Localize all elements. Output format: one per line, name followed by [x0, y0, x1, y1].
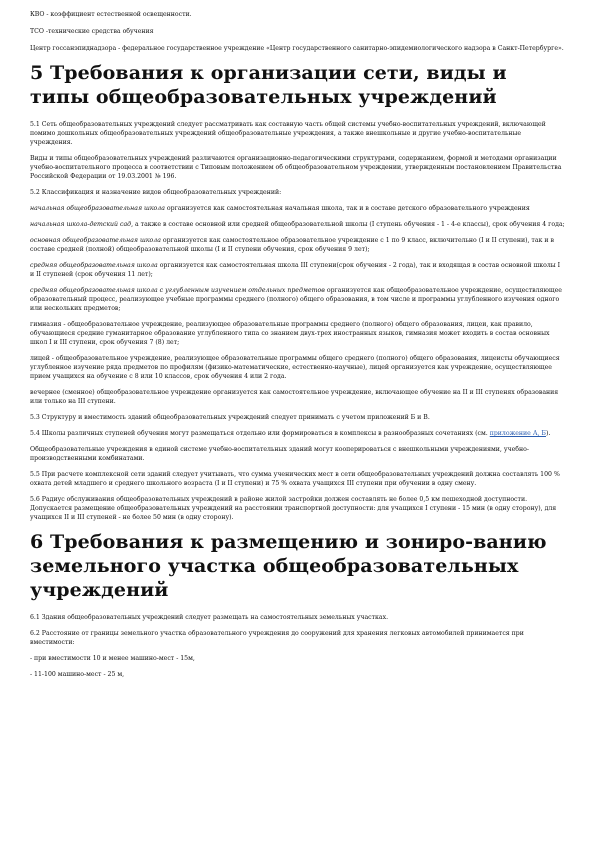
paragraph-advanced-school: [30, 286, 565, 313]
paragraph-6-2: 6.2 Расстояние от границы земельного участка образовательного учреждения до сооружений для хранения легковых автомобилей принимается при вместимости:: [30, 630, 524, 646]
paragraph-5-3: 5.3 Структуру и вместимость зданий общеобразовательных учреждений следует принимать с учетом приложений Б и В.: [30, 414, 430, 421]
term-primary-kindergarten: начальная школа-детский сад: [30, 221, 132, 228]
paragraph-5-6: 5.6 Радиус обслуживания общеобразовательных учреждений в районе жилой застройки должен составлять не более 0,5 км пешеходной доступности. Допускается размещение общеобразовательных учреждений на расстоянии транспортной доступности: для учащихся I ступени - 15 мин (в одну сторону), для учащихся II и III ступеней - не более 50 мин (в одну сторону).: [30, 496, 557, 521]
section-6-heading: 6 Требования к размещению и зониро-ванию земельного участка общеобразовательных учреждений: [30, 531, 547, 601]
term-basic-school: основная общеобразовательная школа: [30, 237, 161, 244]
appendix-link[interactable]: приложение А, Б: [489, 430, 546, 437]
list-item-11-100-places: - 11-100 машино-мест - 25 м,: [30, 671, 125, 678]
text-basic-school: организуется как самостоятельное образовательное учреждение с 1 по 9 класс, включительно (I и II ступени), так и в составе средней (полной) общеобразовательной школы (I и II ступени обучения, срок обучения 9 лет);: [30, 237, 554, 253]
paragraph-5-5: 5.5 При расчете комплексной сети зданий следует учитывать, что сумма ученических мест в сети общеобразовательных учреждений должна составлять 100 % охвата детей младшего и среднего школьного возраста (I и II ступени) и 75 % охвата учащихся III ступени при обучении в одну смену.: [30, 471, 560, 487]
definition-tso: ТСО -технические средства обучения: [30, 28, 154, 35]
paragraph-cooperation: Общеобразовательные учреждения в единой системе учебно-воспитательных зданий могут кооперироваться с внешкольными учреждениями, учебно-производственными комбинатами.: [30, 446, 529, 462]
list-item-10-places: - при вместимости 10 и менее машино-мест - 15м,: [30, 655, 195, 662]
text-primary-kindergarten: , а также в составе основной или средней общеобразовательной школы (I ступень обучения - 1 - 4-е классы), срок обучения 4 года;: [131, 221, 565, 228]
paragraph-gymnasium: гимназия - общеобразовательное учреждение, реализующее образовательные программы среднего (полного) общего образования, лицеи, как правило, обучающиеся средние гуманитарное образование углубленного типа со знанием двух-трех иностранных языков, гимназия может входить в состав основных школ I и III ступени, срок обучения 7 (8) лет;: [30, 321, 550, 346]
definition-center: Центр госсанэпиднадзора - федеральное государственное учреждение «Центр государственного санитарно-эпидемиологического надзора в Санкт-Петербурге».: [30, 45, 564, 52]
paragraph-types: Виды и типы общеобразовательных учреждений различаются организационно-педагогическими структурами, содержанием, формой и методами организации учебно-воспитательного процесса в соответствии с Типовым положением об общеобразовательном учреждении, утвержденным постановлением Правительства Российской Федерации от 19.03.2001 № 196.: [30, 155, 562, 180]
paragraph-primary-kindergarten: [30, 220, 565, 229]
term-secondary-school: средняя общеобразовательная школа: [30, 262, 158, 269]
text-5-4: 5.4 Школы различных ступеней обучения могут размещаться отдельно или формироваться в комплексы в разнообразных сочетаниях (см.: [30, 430, 490, 437]
term-advanced-school: средняя общеобразовательная школа с углубленным изучением отдельных предметов: [30, 287, 325, 294]
paragraph-5-4: [30, 429, 565, 438]
paragraph-6-1: 6.1 Здания общеобразовательных учреждений следует размещать на самостоятельных земельных участках.: [30, 614, 389, 621]
paragraph-primary-school: [30, 204, 565, 213]
term-primary-school: начальная общеобразовательная школа: [30, 205, 165, 212]
paragraph-lyceum: лицей - общеобразовательное учреждение, реализующее образовательные программы общего среднего (полного) общего образования, лицеисты обучающиеся углубленное изучение ряда предметов по профилям (физико-математические, естественно-научные), лицей организуется как учреждение, осуществляющее прием учащихся на обучение с 8 или 10 классов, срок обучения 4 или 2 года.: [30, 355, 560, 380]
paragraph-5-2: 5.2 Классификация и назначение видов общеобразовательных учреждений:: [30, 189, 282, 196]
text-5-4-end: ).: [545, 430, 551, 437]
text-advanced-school: организуется как общеобразовательное учреждение, осуществляющее образовательный процесс, реализующее учебные программы среднего (полного) общего образования, в том числе и программы углубленного изучения одного или нескольких предметов;: [30, 287, 562, 312]
paragraph-secondary-school: [30, 261, 565, 279]
text-secondary-school: организуется как самостоятельная школа III ступени(срок обучения - 2 года), так и входящая в состав основной школы I и II ступеней (срок обучения 11 лет);: [30, 262, 561, 278]
paragraph-basic-school: [30, 236, 565, 254]
paragraph-evening-school: вечернее (сменное) общеобразовательное учреждение организуется как самостоятельное учреждение, включающее обучение на II и III ступенях образования или только на III ступени.: [30, 389, 559, 405]
text-primary-school: организуется как самостоятельная начальная школа, так и в составе детского образовательного учреждения: [164, 205, 530, 212]
definition-kvo: КВО - коэффициент естественной освещенности.: [30, 11, 192, 18]
section-5-heading: 5 Требования к организации сети, виды и типы общеобразовательных учреждений: [30, 62, 507, 108]
paragraph-5-1: 5.1 Сеть общеобразовательных учреждений следует рассматривать как составную часть общей системы учебно-воспитательных учреждений, включающей помимо дошкольных общеобразовательных учреждений общеобразовательные учреждения, а также внешкольные и другие учебно-воспитательные учреждения.: [30, 121, 546, 146]
